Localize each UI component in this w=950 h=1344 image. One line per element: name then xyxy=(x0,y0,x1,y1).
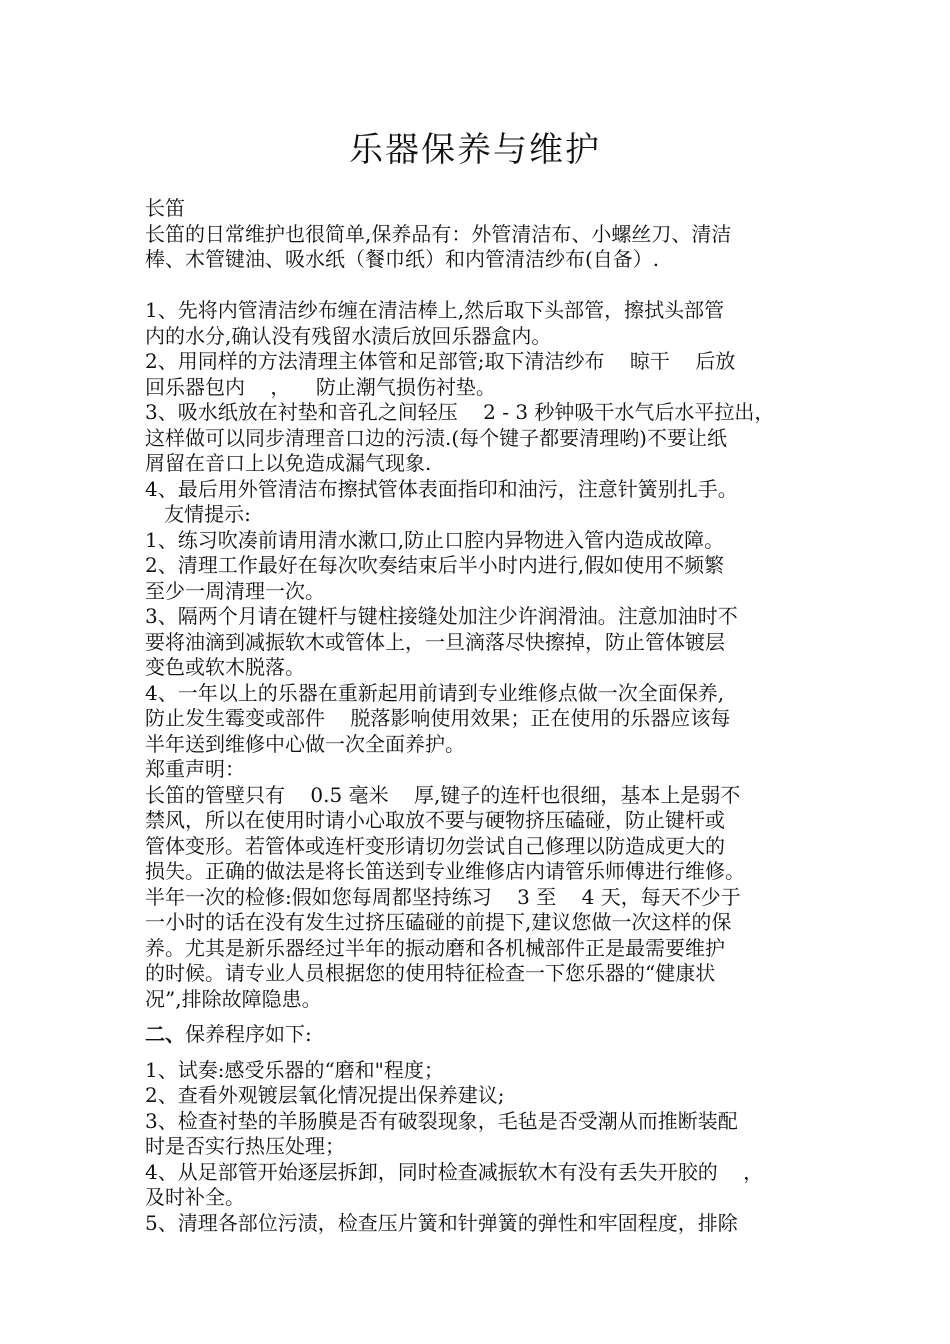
text-line: 的时候。请专业人员根据您的使用特征检查一下您乐器的“健康状 xyxy=(145,961,716,985)
page-title: 乐器保养与维护 xyxy=(349,130,601,170)
text-line: 1、先将内管清洁纱布缠在清洁棒上,然后取下头部管，擦拭头部管 xyxy=(145,298,725,322)
text-line: 友情提示: xyxy=(145,502,251,526)
text-line: 内的水分,确认没有残留水渍后放回乐器盒内。 xyxy=(145,323,552,348)
text-line: 2、清理工作最好在每次吹奏结束后半小时内进行,假如使用不频繁 xyxy=(145,553,725,577)
text-line: 养。尤其是新乐器经过半年的振动磨和各机械部件正是最需要维护 xyxy=(145,935,725,960)
document-body xyxy=(145,196,825,1236)
text-line: 回乐器包内 ， 防止潮气损伤衬垫。 xyxy=(145,374,496,399)
text-line: 长笛 xyxy=(145,196,185,220)
section-heading xyxy=(145,1022,825,1048)
text-line: 况”,排除故障隐患。 xyxy=(145,986,322,1011)
text-line: 变色或软木脱落。 xyxy=(145,655,305,679)
text-line: 郑重声明： xyxy=(145,757,245,781)
section-heading-text: 保养程序如下: xyxy=(185,1022,312,1046)
text-line: 3、吸水纸放在衬垫和音孔之间轻压 2 - 3 秒钟吸干水气后水平拉出， xyxy=(145,400,775,424)
text-line: 管体变形。若管体或连杆变形请切勿尝试自己修理以防造成更大的 xyxy=(145,833,725,858)
text-line: 2、用同样的方法清理主体管和足部管;取下清洁纱布 晾干 后放 xyxy=(145,349,736,373)
spacer xyxy=(145,1048,825,1058)
text-line: 1、试奏:感受乐器的“磨和"程度； xyxy=(145,1057,444,1082)
text-line: 4、一年以上的乐器在重新起用前请到专业维修点做一次全面保养, xyxy=(145,680,725,705)
blank-line xyxy=(145,273,825,299)
spacer xyxy=(145,1012,825,1022)
text-line: 及时补全。 xyxy=(145,1185,245,1209)
text-line: 一小时的话在没有发生过挤压磕碰的前提下,建议您做一次这样的保 xyxy=(145,910,732,934)
text-line: 4、从足部管开始逐层拆卸，同时检查减振软木有没有丢失开胶的 ， xyxy=(145,1159,764,1184)
text-line: 长笛的日常维护也很简单,保养品有：外管清洁布、小螺丝刀、清洁 xyxy=(145,221,732,246)
text-line: 5、清理各部位污渍，检查压片簧和针弹簧的弹性和牢固程度，排除 xyxy=(145,1210,738,1235)
section-heading-number: 二、 xyxy=(145,1022,185,1046)
text-line: 棒、木管键油、吸水纸（餐巾纸）和内管清洁纱布(自备）. xyxy=(145,247,660,271)
text-line: 防止发生霉变或部件 脱落影响使用效果；正在使用的乐器应该每 xyxy=(145,706,731,730)
text-line: 半年一次的检修:假如您每周都坚持练习 3 至 4 天，每天不少于 xyxy=(145,884,741,909)
text-line: 至少一周清理一次。 xyxy=(145,578,325,603)
text-line: 1、练习吹凑前请用清水漱口,防止口腔内异物进入管内造成故障。 xyxy=(145,527,725,552)
text-line: 时是否实行热压处理； xyxy=(145,1134,345,1158)
text-line: 损失。正确的做法是将长笛送到专业维修店内请管乐师傅进行维修。 xyxy=(145,859,745,883)
text-line: 要将油滴到减振软木或管体上，一旦滴落尽快擦掉，防止管体镀层 xyxy=(145,629,725,654)
text-line: 4、最后用外管清洁布擦拭管体表面指印和油污，注意针簧别扎手。 xyxy=(145,476,738,501)
text-line: 屑留在音口上以免造成漏气现象. xyxy=(145,451,432,475)
text-line: 禁风，所以在使用时请小心取放不要与硬物挤压磕碰，防止键杆或 xyxy=(145,808,725,832)
text-line: 3、隔两个月请在键杆与键柱接缝处加注少许润滑油。注意加油时不 xyxy=(145,604,738,628)
text-line: 半年送到维修中心做一次全面养护。 xyxy=(145,731,465,756)
text-line: 2、查看外观镀层氧化情况提出保养建议; xyxy=(145,1083,505,1107)
text-line: 长笛的管壁只有 0.5 毫米 厚,键子的连杆也很细，基本上是弱不 xyxy=(145,782,741,807)
text-line: 这样做可以同步清理音口边的污渍.(每个键子都要清理哟)不要让纸 xyxy=(145,425,727,450)
text-line: 3、检查衬垫的羊肠膜是否有破裂现象，毛毡是否受潮从而推断装配 xyxy=(145,1108,738,1133)
